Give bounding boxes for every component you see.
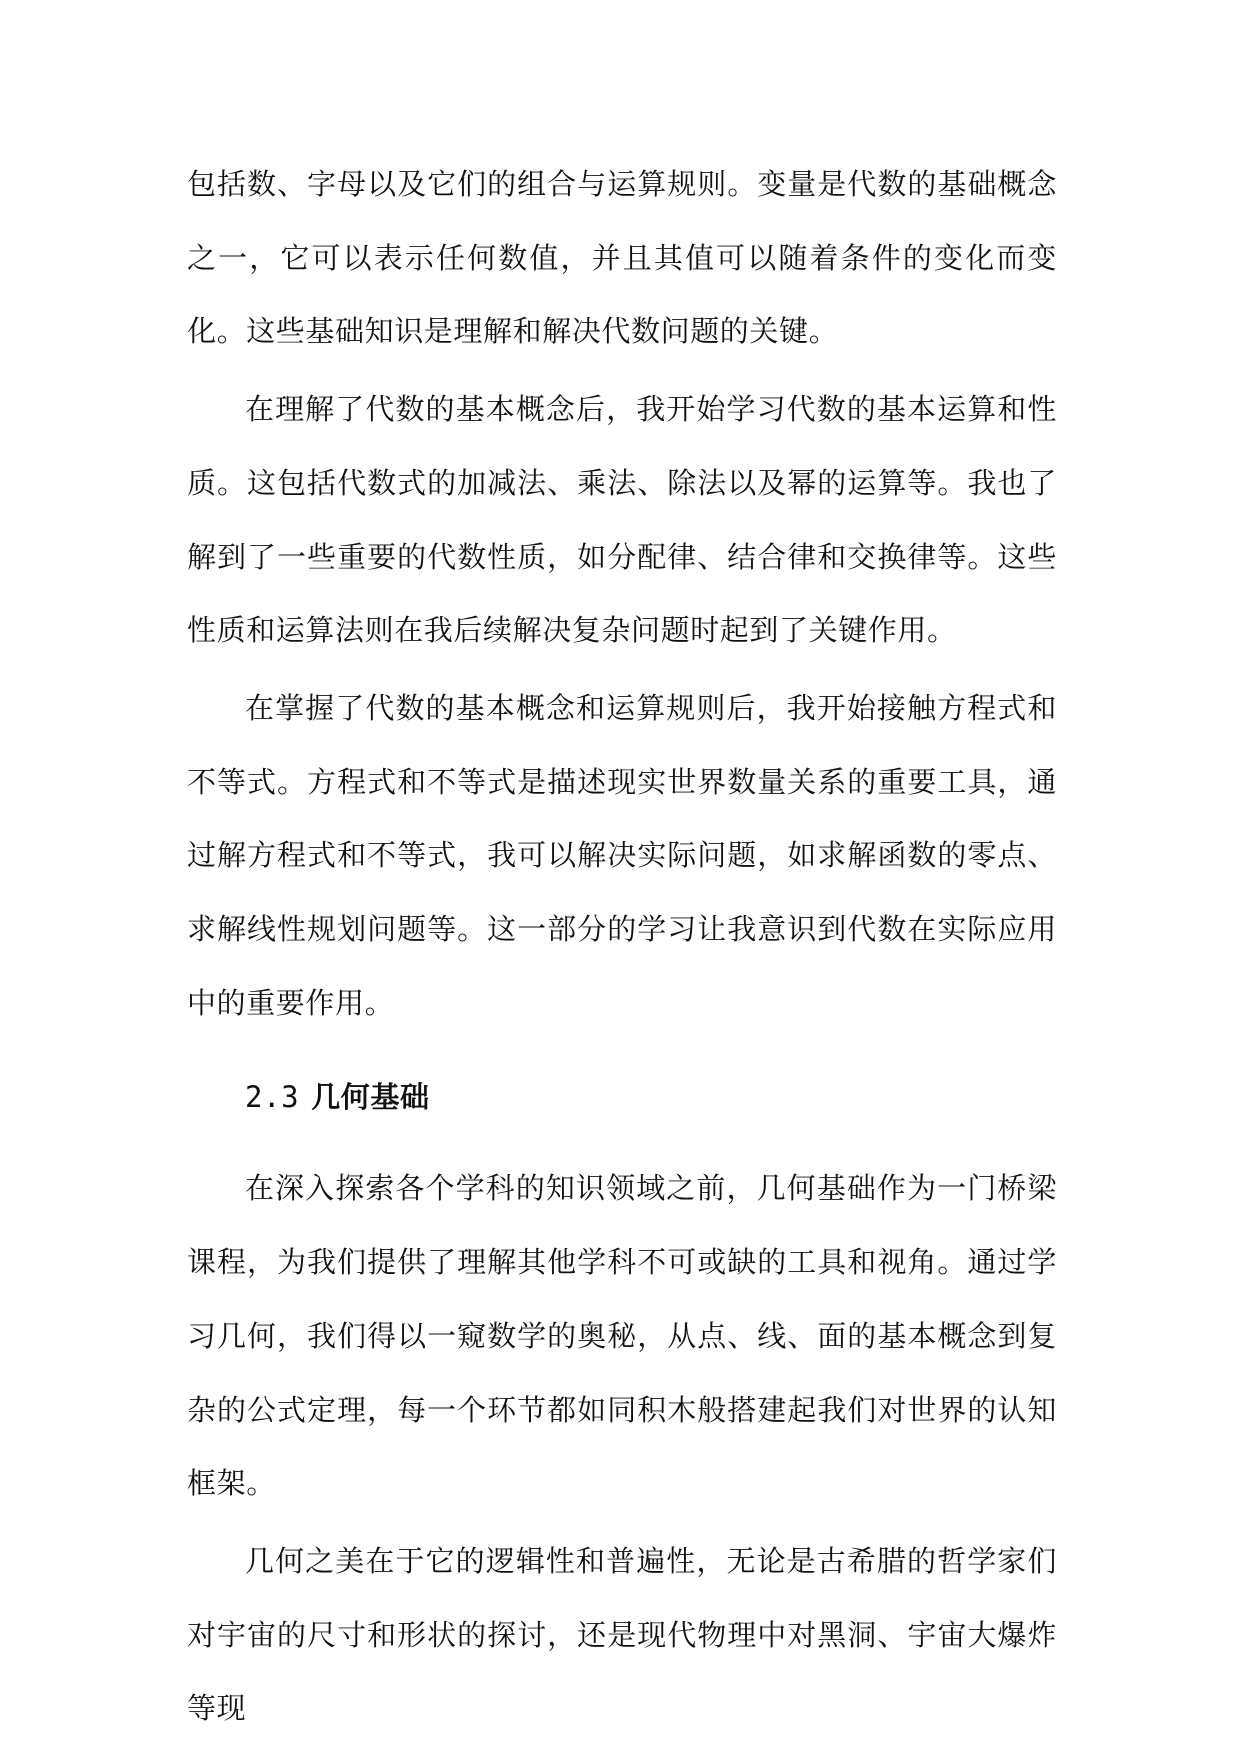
paragraph-algebra-operations: 在理解了代数的基本概念后，我开始学习代数的基本运算和性质。这包括代数式的加减法、乘法、除法以及幂的运算等。我也了解到了一些重要的代数性质，如分配律、结合律和交换律等。这些性质和运算法则在我后续解决复杂问题时起到了关键作用。 — [187, 392, 1057, 648]
section-heading — [187, 1062, 1057, 1132]
document-body — [187, 148, 1057, 1750]
paragraph-geometry-beauty: 几何之美在于它的逻辑性和普遍性，无论是古希腊的哲学家们对宇宙的尺寸和形状的探讨，还是现代物理中对黑洞、宇宙大爆炸等现 — [187, 1543, 1057, 1726]
paragraph-algebra-basics-continued: 包括数、字母以及它们的组合与运算规则。变量是代数的基础概念之一，它可以表示任何数值，并且其值可以随着条件的变化而变化。这些基础知识是理解和解决代数问题的关键。 — [187, 167, 1057, 349]
paragraph-geometry-intro: 在深入探索各个学科的知识领域之前，几何基础作为一门桥梁课程，为我们提供了理解其他学科不可或缺的工具和视角。通过学习几何，我们得以一窥数学的奥秘，从点、线、面的基本概念到复杂的公式定理，每一个环节都如同积木般搭建起我们对世界的认知框架。 — [187, 1171, 1057, 1501]
section-title: 几何基础 — [311, 1080, 430, 1115]
section-number: 2.3 — [245, 1080, 300, 1115]
paragraph-equations-inequalities: 在掌握了代数的基本概念和运算规则后，我开始接触方程式和不等式。方程式和不等式是描述现实世界数量关系的重要工具，通过解方程式和不等式，我可以解决实际问题，如求解函数的零点、求解线性规划问题等。这一部分的学习让我意识到代数在实际应用中的重要作用。 — [187, 690, 1057, 1020]
